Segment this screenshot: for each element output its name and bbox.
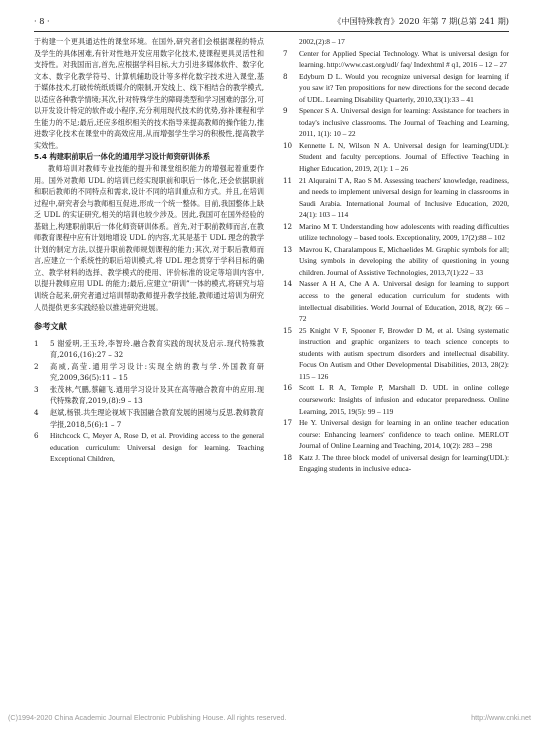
journal-title: 《中国特殊教育》2020 年第 7 期(总第 241 期) — [333, 16, 509, 26]
reference-item: 10 Kennette L N, Wilson N A. Universal design for learning(UDL): Student and faculty perceptions. Journal of Effective Teaching in Higher Education, 2019, 2(1): 1 – 26 — [283, 140, 509, 174]
page-header — [34, 14, 509, 30]
references-list-right — [283, 48, 509, 475]
reference-item: 4 赵斌,杨银.共生理论视域下我国融合教育发展的困境与反思.教师教育学报,2018,5(6):1 – 7 — [34, 407, 264, 429]
reference-item: 7 Center for Applied Special Technology. What is universal design for learning. http://www.cast.org/udl/ faq/ Indexhtml # q1, 2016 – 12 – 27 — [283, 48, 509, 70]
body-paragraph-2: 教师培训对教师专业技能的提升和课堂组织能力的增强起着重要作用。国外对教师 UDL 的培训已经实现职前和职后一体化,还会依据职前和职后教师的不同特点和需求,设计不同的培训重点和方式。并且,在培训过程中,研究者会与教师相互促进,形成一个统一整体。目前,我国整体上缺乏 UDL 的实证研究,相关的培训也较少涉及。因此,我国可在国外经验的基础上,构建职前职后一体化师资研训体系。首先,对于职前教师而言,在教师教育课程中应有计划地增设 UDL 的内容,尤其是基于 UDL 理念的教学计划的制定方法,以提升职前教师规划课程的能力;其次,对于职后教师而言,应建立一个系统性的职后培训模式,将 UDL 理念贯穿于学科目标的确立、教学材料的选择、教学模式的使用、评价标准的设定等培训内容中,以提升教师应用 UDL 的能力;最后,应建立“研训”一体的模式,将研究与培训统合起来,研究者通过培训帮助教师提升教学技能,教师通过培训为研究人员提供更多实践经验以推进研究进展。 — [34, 164, 264, 312]
reference-item: 12 Marino M T. Understanding how adolescents with reading difficulties utilize technology – based tools. Exceptionality, 2009, 17(2):88 – 102 — [283, 221, 509, 243]
reference-item: 13 Mavrou K, Charalampous E, Michaelides M. Graphic symbols for all; Using symbols in developing the ability of questioning in young children. Journal of Assistive Technologies, 2013,7(1):22 – 33 — [283, 244, 509, 277]
reference-item: 18 Katz J. The three block model of universal design for learning(UDL): Engaging students in inclusive educa- — [283, 452, 509, 474]
reference-item: 3 张茂林,气鹏,蔡翩飞.通用学习设计及其在高等融合教育中的应用.现代特殊教育,2019,(8):9 – 13 — [34, 384, 264, 406]
reference-item: 16 Scott L R A, Temple P, Marshall D. UDL in online college coursework: Insights of infusion and educator preparedness. Online Learning, 2015, 19(5): 99 – 119 — [283, 383, 509, 416]
reference-item: 8 Edyburn D L. Would you recognize universal design for learning if you saw it? Ten propositions for new directions for the second decade of UDL. Learning Disability Quarterly, 2010,33(1):33 – 41 — [283, 71, 509, 104]
reference-item: 14 Nasser A H A, Che A A. Universal design for learning to support access to the general education curriculum for students with intellectual disabilities. World Journal of Education, 2018, 8(2): 66 – 72 — [283, 279, 509, 324]
section-heading: 5.4 构建职前职后一体化的通用学习设计师资研训体系 — [34, 152, 210, 162]
footer-url: http://www.cnki.net — [471, 713, 531, 722]
references-list-left — [34, 338, 264, 465]
reference-item: 15 25 Knight V F, Spooner F, Browder D M, et al. Using systematic instruction and graphic organizers to teach science concepts to students with autism spectrum disorders and intellectual disability. Focus On Autism and Other Developmental Disabilities, 2013, 28(2): 115 – 126 — [283, 325, 509, 381]
reference-continuation: 2002,(2):8 – 17 — [299, 37, 345, 46]
left-column — [34, 36, 264, 465]
reference-item: 9 Spencer S A. Universal design for learning: Assistance for teachers in today's inclusive classrooms. The Journal of Teaching and Learning, 2011, 1(1): 10 – 22 — [283, 106, 509, 139]
reference-item: 1 5 谢爱明,王玉玲,李智玲.融合教育实践的现状及启示.现代特殊教育,2016,(16):27 – 32 — [34, 338, 264, 360]
reference-item: 11 21 Alquraini T A, Rao S M. Assessing teachers' knowledge, readiness, and needs to implement universal design for learning in classrooms in Saudi Arabia. International Journal of Inclusive Education, 2020, 24(1): 103 – 114 — [283, 175, 509, 220]
right-column — [283, 36, 509, 475]
body-paragraph-1: 于构建一个更具通达性的课堂环境。在国外,研究者们会根据课程的特点及学生的具体困难,有针对性地开发应用数字化技术,使课程更具灵活性和支持性。对我国而言,首先,应根据学科目标,大力引进多媒体软件、数字化文本、数字化教学符号、计算机辅助设计等多样化数字技术进入课堂,基于媒体技术,打破传统纸质媒介的限制,开发线上、线下相结合的教学模式,以适应各种教学情境;其次,针对特殊学生的障碍类型和学习困难的部分,可以开发设计特定的软件或小程序,充分利用现代技术的优势,弥补课程和学生能力的不足;最后,还应多组织相关的技术指导来提高教师的操作能力,推进数字化技术在课堂中的高效应用,从而增强学生学习的积极性,提高教学实效性。 — [34, 37, 264, 150]
page-number: · 8 · — [34, 16, 50, 26]
reference-item: 6 Hitchcock C, Meyer A, Rose D, et al. Providing access to the general education curriculum: Universal design for learning. Teaching Exceptional Children, — [34, 431, 264, 464]
copyright-notice: (C)1994-2020 China Academic Journal Electronic Publishing House. All rights reserved. — [8, 713, 287, 722]
reference-item: 17 He Y. Universal design for learning in an online teacher education course: Enhancing learners' confidence to teach online. MERLOT Journal of Online Learning and Teaching, 2014, 10(2): 283 – 298 — [283, 418, 509, 451]
header-rule — [34, 31, 509, 32]
references-heading: 参考文献 — [34, 321, 67, 332]
reference-item: 2 高威,高莹.通用学习设计:实现全纳的教与学.外国教育研究,2009,36(5):11 – 15 — [34, 361, 264, 383]
